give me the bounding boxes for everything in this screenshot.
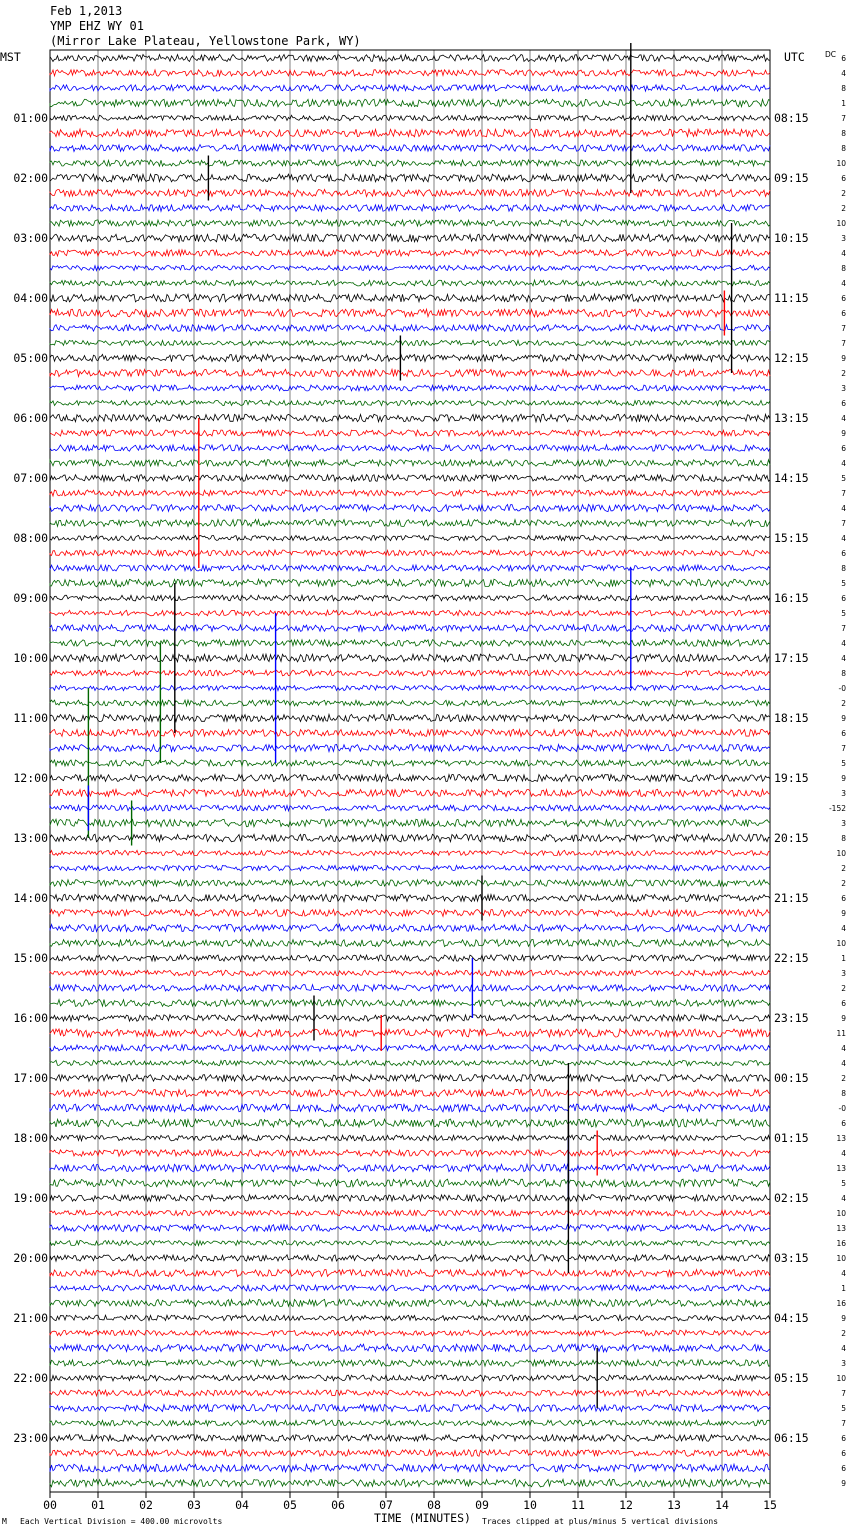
trace-row-48 [50,774,770,781]
mst-hour-label: 18:00 [13,1131,48,1145]
dc-offset-value: 9 [841,909,846,918]
dc-offset-value: 5 [841,579,846,588]
dc-offset-value: 16 [836,1239,846,1248]
trace-row-45 [50,729,770,736]
trace-row-13 [50,250,770,257]
dc-offset-value: 9 [841,1014,846,1023]
trace-row-14 [50,265,770,270]
utc-hour-label: 12:15 [774,351,809,365]
dc-offset-value: 4 [841,534,846,543]
utc-hour-label: 08:15 [774,111,809,125]
dc-offset-value: -0 [838,684,846,693]
dc-offset-value: 4 [841,69,846,78]
utc-hour-label: 19:15 [774,771,809,785]
dc-offset-value: 10 [836,849,846,858]
x-tick-label: 03 [187,1498,201,1512]
trace-row-44 [50,714,770,721]
trace-row-50 [50,805,770,811]
trace-row-20 [50,354,770,361]
trace-row-4 [50,115,770,120]
trace-row-23 [50,400,770,405]
x-axis-title: TIME (MINUTES) [374,1511,471,1525]
mst-hour-label: 04:00 [13,291,48,305]
dc-offset-value: 2 [841,864,846,873]
trace-row-0 [50,55,770,62]
dc-offset-value: 10 [836,939,846,948]
x-tick-label: 01 [91,1498,105,1512]
x-tick-label: 04 [235,1498,249,1512]
x-tick-label: 11 [571,1498,585,1512]
trace-row-37 [50,610,770,615]
dc-offset-value: 6 [841,1449,846,1458]
trace-row-3 [50,99,770,106]
trace-row-87 [50,1360,770,1366]
trace-row-31 [50,520,770,527]
trace-row-92 [50,1435,770,1442]
dc-offset-value: 11 [836,1029,846,1038]
dc-offset-value: 6 [841,999,846,1008]
mst-hour-label: 01:00 [13,111,48,125]
trace-row-25 [50,430,770,436]
trace-row-19 [50,340,770,345]
trace-row-95 [50,1479,770,1487]
trace-row-90 [50,1405,770,1412]
event-group [88,43,731,1408]
trace-row-80 [50,1255,770,1262]
dc-offset-value: 9 [841,774,846,783]
utc-hour-label: 10:15 [774,231,809,245]
dc-offset-value: 6 [841,399,846,408]
dc-offset-value: 5 [841,474,846,483]
dc-offset-value: 6 [841,594,846,603]
trace-row-49 [50,789,770,796]
dc-offset-value: 6 [841,894,846,903]
scale-note: Each Vertical Division = 400.00 microvolts [20,1517,223,1526]
dc-offset-value: 5 [841,1179,846,1188]
dc-offset-value: 3 [841,819,846,828]
x-tick-label: 02 [139,1498,153,1512]
dc-offset-value: 8 [841,144,846,153]
dc-offset-value: 9 [841,714,846,723]
dc-offset-value: 10 [836,1374,846,1383]
dc-offset-value: 7 [841,1389,846,1398]
trace-row-81 [50,1270,770,1277]
dc-offset-value: 4 [841,249,846,258]
trace-row-32 [50,535,770,540]
dc-offset-value: 7 [841,324,846,333]
trace-row-59 [50,940,770,947]
dc-offset-value: 8 [841,834,846,843]
dc-offset-value: 4 [841,504,846,513]
utc-hour-label: 11:15 [774,291,809,305]
mst-hour-label: 17:00 [13,1071,48,1085]
dc-offset-value: 4 [841,924,846,933]
dc-offset-value: 6 [841,1434,846,1443]
x-tick-label: 12 [619,1498,633,1512]
trace-row-85 [50,1330,770,1336]
trace-row-93 [50,1450,770,1457]
trace-row-42 [50,685,770,690]
utc-hour-label: 15:15 [774,531,809,545]
trace-row-51 [50,819,770,827]
trace-row-8 [50,174,770,182]
mst-hour-label: 09:00 [13,591,48,605]
dc-offset-value: 6 [841,309,846,318]
dc-offset-value: 3 [841,234,846,243]
trace-row-10 [50,205,770,212]
dc-offset-value: 8 [841,264,846,273]
utc-hour-label: 13:15 [774,411,809,425]
dc-offset-value: 4 [841,1059,846,1068]
trace-row-67 [50,1060,770,1065]
trace-row-15 [50,280,770,286]
utc-hour-label: 18:15 [774,711,809,725]
trace-row-28 [50,475,770,482]
trace-row-68 [50,1075,770,1082]
utc-hour-label: 06:15 [774,1431,809,1445]
trace-row-1 [50,70,770,76]
mst-hour-label: 11:00 [13,711,48,725]
trace-row-82 [50,1285,770,1291]
record-date: Feb 1,2013 [50,4,123,18]
trace-row-77 [50,1210,770,1216]
dc-offset-value: 10 [836,159,846,168]
trace-row-58 [50,924,770,931]
dc-offset-value: 7 [841,624,846,633]
dc-offset-value: 2 [841,879,846,888]
dc-offset-value: 13 [836,1134,846,1143]
dc-offset-value: 6 [841,294,846,303]
dc-label: DC [825,50,837,59]
trace-row-74 [50,1164,770,1171]
dc-offset-value: 4 [841,1044,846,1053]
trace-row-88 [50,1375,770,1381]
mst-hour-label: 05:00 [13,351,48,365]
utc-hour-label: 00:15 [774,1071,809,1085]
dc-offset-value: 3 [841,789,846,798]
trace-row-55 [50,880,770,886]
mst-hour-label: 12:00 [13,771,48,785]
dc-offset-value: 16 [836,1299,846,1308]
dc-offset-value: 6 [841,1119,846,1128]
trace-row-18 [50,325,770,332]
dc-offset-value: 4 [841,654,846,663]
x-tick-label: 09 [475,1498,489,1512]
trace-row-39 [50,640,770,647]
dc-offset-value: 9 [841,354,846,363]
trace-row-34 [50,565,770,571]
trace-row-89 [50,1390,770,1396]
dc-offset-value: 4 [841,639,846,648]
trace-row-57 [50,910,770,917]
dc-offset-value: 8 [841,669,846,678]
utc-hour-label: 09:15 [774,171,809,185]
trace-row-35 [50,579,770,587]
trace-row-27 [50,460,770,467]
trace-row-64 [50,1015,770,1021]
dc-offset-value: 5 [841,759,846,768]
trace-row-69 [50,1089,770,1096]
dc-offset-value: 4 [841,414,846,423]
dc-offset-value: 3 [841,969,846,978]
dc-offset-value: 4 [841,1269,846,1278]
trace-row-94 [50,1464,770,1472]
utc-hour-label: 02:15 [774,1191,809,1205]
dc-offset-value: 2 [841,699,846,708]
utc-hour-label: 23:15 [774,1011,809,1025]
utc-hour-label: 16:15 [774,591,809,605]
dc-offset-value: 1 [841,1284,846,1293]
dc-offset-value: 9 [841,1479,846,1488]
trace-row-76 [50,1195,770,1201]
mst-hour-label: 23:00 [13,1431,48,1445]
x-tick-label: 14 [715,1498,729,1512]
dc-offset-value: 8 [841,1089,846,1098]
x-tick-label: 15 [763,1498,777,1512]
mst-hour-label: 20:00 [13,1251,48,1265]
trace-row-62 [50,985,770,992]
trace-row-33 [50,550,770,556]
dc-offset-value: 3 [841,1359,846,1368]
trace-row-61 [50,970,770,976]
trace-row-66 [50,1045,770,1052]
footer-mark: M [2,1517,7,1526]
dc-offset-value: 7 [841,1419,846,1428]
station-location: (Mirror Lake Plateau, Yellowstone Park, WY) [50,34,361,48]
utc-hour-label: 04:15 [774,1311,809,1325]
trace-row-56 [50,894,770,901]
trace-row-5 [50,129,770,137]
trace-row-47 [50,760,770,766]
trace-row-7 [50,160,770,166]
x-tick-label: 00 [43,1498,57,1512]
dc-offset-value: 7 [841,114,846,123]
dc-offset-value: 4 [841,1344,846,1353]
trace-row-60 [50,955,770,961]
mst-hour-label: 16:00 [13,1011,48,1025]
dc-offset-value: 5 [841,609,846,618]
mst-hour-label: 14:00 [13,891,48,905]
trace-row-65 [50,1029,770,1037]
trace-row-30 [50,504,770,511]
trace-row-53 [50,850,770,855]
utc-hour-label: 17:15 [774,651,809,665]
trace-row-21 [50,369,770,376]
dc-offset-value: 1 [841,99,846,108]
trace-group [50,55,770,1487]
dc-offset-value: 7 [841,339,846,348]
dc-offset-value: 6 [841,1464,846,1473]
mst-hour-label: 22:00 [13,1371,48,1385]
trace-row-9 [50,189,770,196]
utc-hour-label: 21:15 [774,891,809,905]
x-tick-label: 05 [283,1498,297,1512]
trace-row-40 [50,654,770,662]
utc-hour-label: 22:15 [774,951,809,965]
dc-offset-value: 7 [841,744,846,753]
x-tick-label: 06 [331,1498,345,1512]
dc-offset-value: 6 [841,549,846,558]
dc-offset-value: 1 [841,954,846,963]
dc-offset-value: 2 [841,369,846,378]
utc-hour-label: 03:15 [774,1251,809,1265]
dc-offset-value: 4 [841,1194,846,1203]
dc-offset-value: -0 [838,1104,846,1113]
trace-row-11 [50,220,770,226]
mst-hour-label: 02:00 [13,171,48,185]
mst-hour-label: 19:00 [13,1191,48,1205]
mst-hour-label: 13:00 [13,831,48,845]
dc-offset-value: 10 [836,1209,846,1218]
trace-row-86 [50,1344,770,1352]
dc-offset-value: 10 [836,219,846,228]
mst-hour-label: 06:00 [13,411,48,425]
trace-row-78 [50,1225,770,1232]
dc-offset-value: 2 [841,1329,846,1338]
x-tick-label: 07 [379,1498,393,1512]
dc-offset-value: 10 [836,1254,846,1263]
trace-row-84 [50,1315,770,1321]
dc-offset-value: 8 [841,129,846,138]
dc-offset-value: -152 [828,804,846,813]
trace-row-43 [50,700,770,706]
trace-row-22 [50,385,770,391]
mst-hour-label: 15:00 [13,951,48,965]
trace-row-63 [50,1000,770,1007]
trace-row-70 [50,1104,770,1112]
x-tick-label: 08 [427,1498,441,1512]
trace-row-52 [50,834,770,842]
dc-offset-value: 2 [841,984,846,993]
dc-offset-value: 8 [841,564,846,573]
trace-row-73 [50,1150,770,1157]
dc-offset-value: 9 [841,429,846,438]
mst-hour-label: 03:00 [13,231,48,245]
trace-row-16 [50,294,770,302]
trace-row-71 [50,1119,770,1127]
dc-offset-value: 7 [841,489,846,498]
trace-row-75 [50,1179,770,1187]
utc-axis-label: UTC [784,50,805,64]
x-tick-label: 10 [523,1498,537,1512]
clip-note: Traces clipped at plus/minus 5 vertical divisions [482,1517,719,1526]
dc-offset-value: 3 [841,384,846,393]
dc-offset-value: 6 [841,444,846,453]
trace-row-17 [50,309,770,317]
dc-offset-value: 13 [836,1224,846,1233]
trace-row-46 [50,744,770,751]
mst-hour-label: 07:00 [13,471,48,485]
dc-offset-value: 9 [841,1314,846,1323]
trace-row-29 [50,490,770,496]
trace-row-41 [50,670,770,676]
station-code: YMP EHZ WY 01 [50,19,144,33]
trace-row-12 [50,234,770,242]
utc-hour-label: 01:15 [774,1131,809,1145]
dc-offset-value: 2 [841,189,846,198]
trace-row-2 [50,85,770,91]
dc-offset-value: 6 [841,54,846,63]
trace-row-38 [50,625,770,632]
trace-row-91 [50,1420,770,1426]
mst-axis-label: MST [0,50,21,64]
dc-offset-value: 6 [841,174,846,183]
dc-offset-value: 7 [841,519,846,528]
trace-row-6 [50,145,770,152]
label-group [13,54,846,1512]
trace-row-24 [50,414,770,422]
trace-row-36 [50,595,770,601]
mst-hour-label: 08:00 [13,531,48,545]
dc-offset-value: 2 [841,204,846,213]
trace-row-79 [50,1240,770,1245]
dc-offset-value: 5 [841,1404,846,1413]
utc-hour-label: 20:15 [774,831,809,845]
x-tick-label: 13 [667,1498,681,1512]
dc-offset-value: 13 [836,1164,846,1173]
trace-row-72 [50,1135,770,1141]
dc-offset-value: 2 [841,1074,846,1083]
mst-hour-label: 10:00 [13,651,48,665]
trace-row-54 [50,865,770,870]
utc-hour-label: 14:15 [774,471,809,485]
trace-row-83 [50,1299,770,1306]
dc-offset-value: 4 [841,459,846,468]
trace-row-26 [50,445,770,451]
utc-hour-label: 05:15 [774,1371,809,1385]
dc-offset-value: 4 [841,279,846,288]
dc-offset-value: 6 [841,729,846,738]
dc-offset-value: 4 [841,1149,846,1158]
mst-hour-label: 21:00 [13,1311,48,1325]
dc-offset-value: 8 [841,84,846,93]
